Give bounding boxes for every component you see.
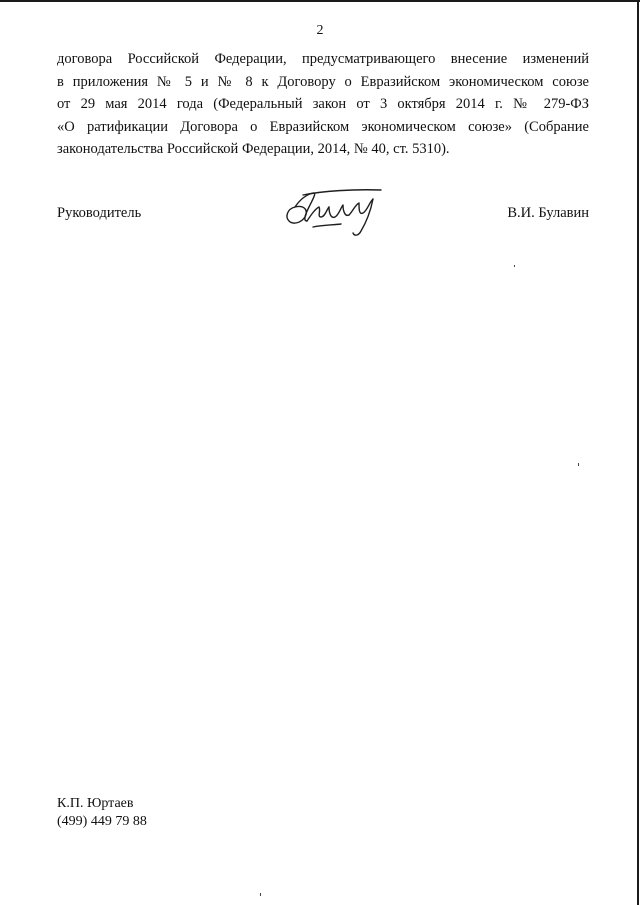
scan-edge-top — [0, 0, 640, 2]
scan-edge-right — [637, 0, 639, 905]
signatory-name: В.И. Булавин — [507, 205, 589, 221]
page-number: 2 — [316, 23, 324, 38]
body-paragraph — [57, 48, 589, 161]
scan-speck — [578, 463, 579, 466]
handwritten-signature — [283, 187, 385, 239]
contact-phone: (499) 449 79 88 — [57, 814, 147, 829]
contact-name: К.П. Юртаев — [57, 796, 134, 811]
scan-speck — [260, 893, 261, 896]
contact-block — [57, 795, 147, 831]
paragraph-line: от 29 мая 2014 года (Федеральный закон от 3 октября 2014 г. № 279-ФЗ — [57, 96, 589, 112]
signatory-role: Руководитель — [57, 205, 142, 221]
scan-speck — [514, 265, 515, 267]
paragraph-line: «О ратификации Договора о Евразийском экономическом союзе» (Собрание — [57, 118, 589, 135]
paragraph-line: договора Российской Федерации, предусматривающего внесение изменений — [57, 51, 589, 67]
paragraph-line: законодательства Российской Федерации, 2014, № 40, ст. 5310). — [57, 141, 450, 157]
paragraph-line: в приложения № 5 и № 8 к Договору о Евразийском экономическом союзе — [57, 73, 589, 90]
signature-block — [57, 197, 589, 247]
